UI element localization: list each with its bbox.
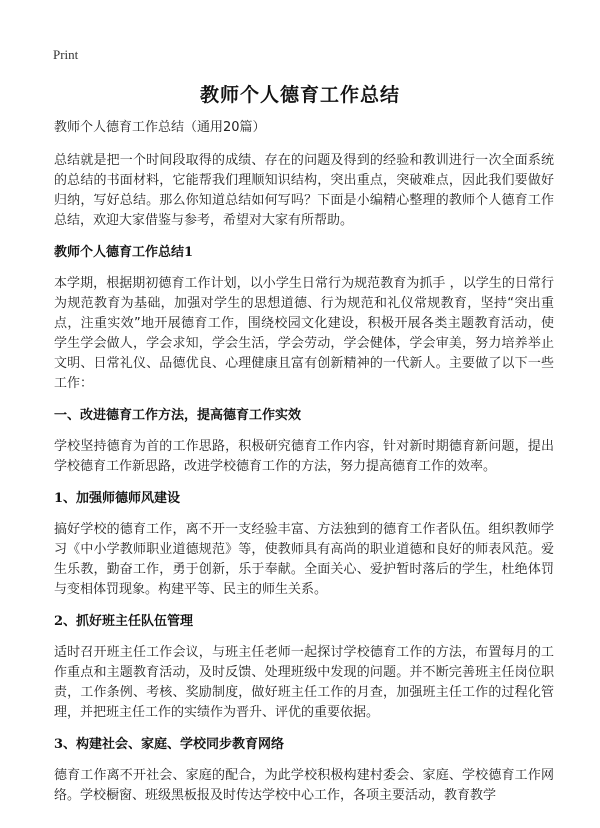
print-link[interactable]: Print <box>53 47 79 62</box>
intro-paragraph: 总结就是把一个时间段取得的成绩、存在的问题及得到的经验和教训进行一次全面系统的总结的书面材料，它能帮我们理顺知识结构，突出重点，突破难点，因此我们要做好归纳，写好总结。那么你知道总结如何写吗？下面是小编精心整理的教师个人德育工作总结，欢迎大家借鉴与参考，希望对大家有所帮助。 <box>54 153 554 228</box>
section-paragraph-1: 本学期，根据期初德育工作计划，以小学生日常行为规范教育为抓手 ，以学生的日常行为规范教育为基础，加强对学生的思想道德、行为规范和礼仪常规教育，坚持“突出重点，注重实效”地开展德育工作，围绕校园文化建设，积极开展各类主题教育活动，使学生学会做人，学会求知，学会生活，学会劳动，学会健体，学会审美，努力培养举止文明、日常礼仪、品德优良、心理健康且富有创新精神的一代新人。主要做了以下一些工作： <box>54 276 554 391</box>
section-heading-1: 教师个人德育工作总结1 <box>54 245 194 260</box>
part-heading-1: 一、改进德育工作方法，提高德育工作实效 <box>54 408 302 423</box>
item-heading-3: 3、构建社会、家庭、学校同步教育网络 <box>54 737 285 752</box>
item-heading-2: 2、抓好班主任队伍管理 <box>54 614 194 629</box>
document-subtitle: 教师个人德育工作总结（通用20篇） <box>54 120 266 135</box>
item-paragraph-1: 搞好学校的德育工作，离不开一支经验丰富、方法独到的德育工作者队伍。组织教师学习《中小学教师职业道德规范》等，使教师具有高尚的职业道德和良好的师表风范。爱生乐教，勤奋工作，勇于创新，乐于奉献。全面关心、爱护暂时落后的学生，杜绝体罚与变相体罚现象。构建平等、民主的师生关系。 <box>54 522 554 597</box>
item-heading-1: 1、加强师德师风建设 <box>54 491 181 506</box>
item-paragraph-3: 德育工作离不开社会、家庭的配合，为此学校积极构建村委会、家庭、学校德育工作网络。学校橱窗、班级黑板报及时传达学校中心工作，各项主要活动，教育教学 <box>54 768 554 803</box>
part-paragraph-1: 学校坚持德育为首的工作思路，积极研究德育工作内容，针对新时期德育新问题，提出学校德育工作新思路，改进学校德育工作的方法，努力提高德育工作的效率。 <box>54 439 554 474</box>
document-title: 教师个人德育工作总结 <box>199 84 400 106</box>
document-body <box>54 118 554 818</box>
item-paragraph-2: 适时召开班主任工作会议，与班主任老师一起探讨学校德育工作的方法，布置每月的工作重点和主题教育活动，及时反馈、处理班级中发现的问题。并不断完善班主任岗位职责，工作条例、考核、奖励制度，做好班主任工作的月查，加强班主任工作的过程化管理，并把班主任工作的实绩作为晋升、评优的重要依据。 <box>54 645 554 720</box>
